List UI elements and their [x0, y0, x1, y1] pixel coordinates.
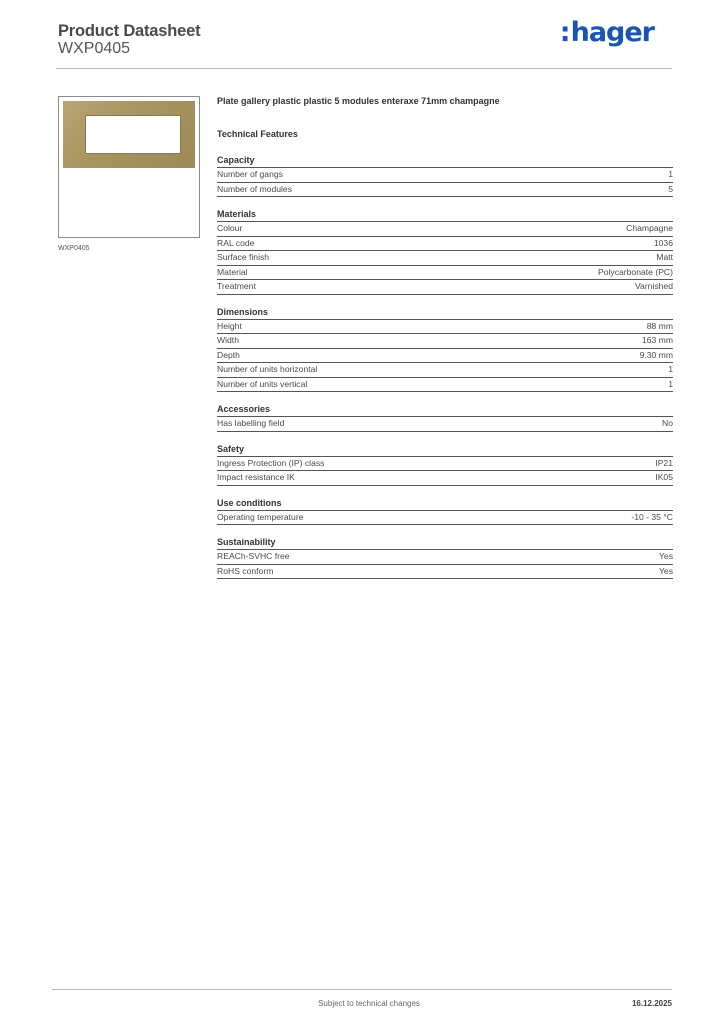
spec-row: [217, 349, 673, 364]
product-reference: WXP0405: [58, 40, 131, 57]
spec-row: [217, 457, 673, 472]
section-title: Accessories: [217, 404, 673, 417]
spec-value: 9.30 mm: [639, 349, 673, 360]
spec-row: [217, 378, 673, 393]
logo-colon: :: [559, 16, 570, 48]
section-dimensions: [217, 307, 673, 393]
feature-sections: [217, 155, 673, 579]
spec-row: [217, 168, 673, 183]
spec-value: 1: [668, 364, 673, 374]
logo-text: hager: [570, 16, 654, 48]
spec-label: Number of gangs: [217, 169, 283, 179]
spec-row: [217, 251, 673, 266]
spec-row: [217, 471, 673, 486]
section-title: Materials: [217, 209, 673, 222]
section-title: Capacity: [217, 155, 673, 168]
section-capacity: [217, 155, 673, 197]
technical-features-heading: Technical Features: [217, 129, 298, 139]
champagne-plate-image: [63, 101, 195, 168]
spec-row: [217, 363, 673, 378]
spec-value: 5: [668, 183, 673, 194]
spec-value: IP21: [655, 457, 673, 468]
spec-label: Ingress Protection (IP) class: [217, 457, 325, 468]
spec-label: Surface finish: [217, 252, 270, 262]
spec-label: Colour: [217, 223, 243, 233]
spec-value: 1: [668, 169, 673, 179]
spec-label: Width: [217, 335, 239, 345]
technical-content: [217, 95, 673, 579]
spec-value: Matt: [656, 252, 673, 262]
spec-label: Material: [217, 266, 248, 277]
header-divider: [56, 68, 672, 69]
spec-value: 88 mm: [646, 320, 673, 331]
spec-value: IK05: [655, 472, 673, 482]
section-materials: [217, 209, 673, 295]
spec-row: [217, 222, 673, 237]
spec-label: Impact resistance IK: [217, 472, 295, 482]
section-title: Use conditions: [217, 498, 673, 511]
section-use-conditions: [217, 498, 673, 526]
spec-row: [217, 417, 673, 432]
footer-note: Subject to technical changes: [318, 999, 420, 1008]
spec-label: Has labelling field: [217, 418, 285, 428]
spec-label: Number of modules: [217, 183, 292, 194]
plate-opening: [85, 115, 181, 154]
section-title: Sustainability: [217, 537, 673, 550]
page-title: Product Datasheet: [58, 22, 201, 40]
spec-row: [217, 511, 673, 526]
product-description: Plate gallery plastic plastic 5 modules enteraxe 71mm champagne: [217, 96, 500, 106]
spec-label: RAL code: [217, 237, 255, 248]
section-accessories: [217, 404, 673, 432]
spec-value: 1036: [653, 237, 673, 248]
spec-row: [217, 183, 673, 198]
spec-row: [217, 237, 673, 252]
spec-row: [217, 320, 673, 335]
spec-value: Yes: [658, 565, 673, 576]
product-image: [58, 96, 200, 238]
section-safety: [217, 444, 673, 486]
spec-value: No: [662, 418, 673, 428]
spec-row: [217, 550, 673, 565]
spec-label: REACh-SVHC free: [217, 551, 290, 561]
image-caption: WXP0405: [58, 245, 90, 252]
section-title: Dimensions: [217, 307, 673, 320]
spec-label: Treatment: [217, 281, 256, 291]
spec-row: [217, 334, 673, 349]
spec-label: Depth: [217, 349, 240, 360]
spec-value: Polycarbonate (PC): [598, 266, 673, 277]
spec-value: Champagne: [626, 223, 673, 233]
spec-value: Yes: [658, 551, 673, 561]
spec-label: Height: [217, 320, 242, 331]
footer-divider: [52, 989, 672, 990]
spec-row: [217, 266, 673, 281]
spec-label: Number of units horizontal: [217, 364, 318, 374]
section-title: Safety: [217, 444, 673, 457]
spec-value: 1: [668, 378, 673, 389]
spec-label: Operating temperature: [217, 511, 304, 522]
section-sustainability: [217, 537, 673, 579]
spec-label: Number of units vertical: [217, 378, 308, 389]
footer-date: 16.12.2025: [631, 999, 672, 1008]
spec-row: [217, 280, 673, 295]
spec-value: 163 mm: [641, 335, 673, 345]
spec-value: -10 - 35 °C: [631, 511, 673, 522]
spec-row: [217, 565, 673, 580]
hager-logo: [560, 14, 654, 50]
spec-label: RoHS conform: [217, 565, 274, 576]
spec-value: Varnished: [634, 281, 673, 291]
